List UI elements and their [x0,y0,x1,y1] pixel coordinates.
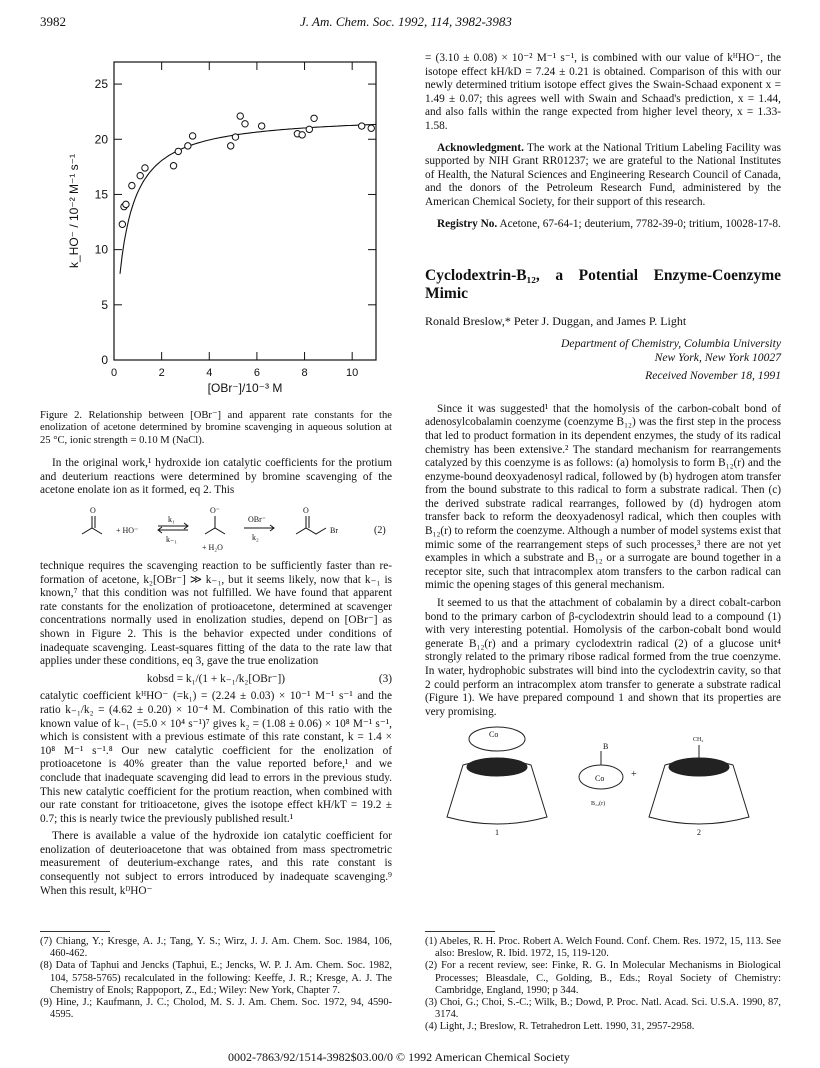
data-point [175,148,181,154]
x-tick-label: 4 [206,367,213,379]
acknowledgment-text: The work at the National Tritium Labeling Facility was supported by NIH Grant RR01237; we are grateful to the National Institutes of Health, the Natural Sciences and Engineering Research Council of Canada, and the donors of the Petroleum Research Fund, administered by the American Chemical Society, for their support of this research. [425,141,781,208]
scheme-k1: k₁ [168,515,175,524]
scheme-hydroxide: + HO⁻ [116,526,139,535]
footnote-1: (1) Abeles, R. H. Proc. Robert A. Welch Found. Conf. Chem. Res. 1972, 15, 113. See also: Breslow, R. Ibid. 1972, 15, 119-120. [425,936,781,960]
y-tick-label: 20 [94,132,108,147]
data-point [185,143,191,149]
department: Department of Chemistry, Columbia University [561,336,781,350]
x-tick-label: 0 [110,367,118,379]
scheme-obr: OBr⁻ [248,515,266,524]
data-point [242,121,248,127]
right-column [425,52,781,837]
scheme-number: (2) [374,525,386,536]
registry-label: Registry No. [437,217,498,230]
footnote-4: (4) Light, J.; Breslow, R. Tetrahedron Lett. 1990, 31, 2957-2958. [425,1021,695,1033]
data-point [232,134,238,140]
city: New York, New York 10027 [654,350,781,364]
acknowledgment [425,142,781,210]
footnote-3: (3) Choi, G.; Choi, S.-C.; Wilk, B.; Dowd, P. Proc. Natl. Acad. Sci. U.S.A. 1990, 87, 3174. [425,997,781,1021]
data-point [228,143,234,149]
y-tick-label: 15 [94,187,108,202]
x-tick-label: 6 [253,367,260,379]
x-axis-label: [OBr⁻]/10⁻³ M [207,381,283,395]
scheme-water: + H₂O [202,543,223,552]
footnote-7: (7) Chiang, Y.; Kresge, A. J.; Tang, Y. S.; Wirz, J. J. Am. Chem. Soc. 1984, 106, 460-462. [40,936,392,960]
registry-text: Acetone, 67-64-1; deuterium, 7782-39-0; tritium, 10028-17-8. [497,217,781,230]
data-point [119,221,125,227]
data-point [368,125,374,131]
x-tick-label: 2 [158,367,165,379]
footnotes-left [40,936,392,1021]
data-point [258,123,264,129]
cyclodextrin-scheme [425,725,781,837]
data-point [189,133,195,139]
footnote-rule-left [40,931,110,932]
scheme-plus: + [631,769,637,781]
received-date: Received November 18, 1991 [645,368,781,382]
compound-1-label: 1 [495,828,499,838]
data-point [299,132,305,138]
y-tick-label: 0 [101,353,108,367]
footnote-2: (2) For a recent review, see: Finke, R. G. In Molecular Mechanisms in Biological Processes; Bleasdale, C., Golding, B., Eds.; Royal Society of Chemistry: Cambridge, England, 1990; p 344. [425,960,781,996]
journal-header: J. Am. Chem. Soc. 1992, 114, 3982-3983 [300,14,512,29]
compound-2-label: 2 [697,828,701,838]
paragraph: technique requires the scavenging reaction to be sufficiently faster than re-formation of acetone, k₂[OBr⁻] ≫ k₋₁, but it seems likely, now that k₋₁ is known,⁷ that this condition was not fulfilled. We have found that apparent rate constants for the enolization of protioacetone, determined at scavenger concentrations normally used in enolization studies, depend on [OBr⁻] as shown in Figure 2. This is the behavior expected under conditions of inadequate scavenging. Least-squares fitting of the data to the rate law that applies under these conditions, eq 3, gave the true enolization [40,560,392,668]
equation-3-number: (3) [378,672,392,685]
footnote-8: (8) Data of Taphui and Jencks (Taphui, E.; Jencks, W. P. J. Am. Chem. Soc. 1982, 104, 5758-5765) recalculated in the following: Keeffe, J. R.; Kresge, A. J. The Chemistry of Enols; Rappoport, Z., Ed.; Wiley: New York, Chapter 7. [40,960,392,996]
data-point [306,126,312,132]
scheme-co-1: Co [489,730,499,740]
y-tick-label: 5 [101,297,108,312]
paragraph: catalytic coefficient kᴴHO⁻ (=k₁) = (2.24 ± 0.03) × 10⁻¹ M⁻¹ s⁻¹ and the ratio k₋₁/k₂ = (4.62 ± 0.20) × 10⁻⁴ M. Combination of this ratio with the known value of k₋₁ (=5.0 × 10⁴ s⁻¹)⁷ gives k₂ = (1.08 ± 0.06) × 10⁸ M⁻¹ s⁻¹, which is consistent with a previous estimate of this rate constant, k = 1.4 × 10⁸ M⁻¹ s⁻¹.⁸ Our new catalytic coefficient for the enolization of protioacetone is 40% greater than the value reported before,¹ and we conclude that inadequate scavenging did lead to errors in the previous study. This new catalytic coefficient for the protium reaction, when combined with our rate constant for tritioacetone, gives the isotope effect kH/kT = 19.2 ± 0.7; this is nearly twice the previously published result.¹ [40,690,392,825]
footer-code: 0002-7863/92/1514-3982$03.00/0 © 1992 American Chemical Society [228,1050,570,1064]
paragraph: There is available a value of the hydroxide ion catalytic coefficient for enolization of deuterioacetone that was obtained from mass spectrometric measurement of deuterium-exchange rates, and this rate constant is consequently not subject to errors introduced by inadequate scavenging.⁹ When this result, kᴰHO⁻ [40,830,392,897]
footnote-rule-right [425,931,495,932]
footnote-9: (9) Hine, J.; Kaufmann, J. C.; Cholod, M. S. J. Am. Chem. Soc. 1972, 94, 4590-4595. [40,997,392,1021]
equation-3-body: kobsd = k₁/(1 + k₋₁/k₂[OBr⁻]) [146,672,286,685]
data-point [170,163,176,169]
figure-caption: Figure 2. Relationship between [OBr⁻] and apparent rate constants for the enolization of acetone determined by bromine scavenging in aqueous solution at 25 °C, ionic strength = 0.10 M (NaCl). [40,410,392,446]
scheme-co: Co [595,774,605,784]
scheme-b12r: B₁₂(r) [591,801,606,808]
scheme-b: B [603,742,609,752]
scheme-o-2: O [303,506,309,515]
y-tick-label: 25 [94,77,108,92]
left-column [40,410,392,902]
data-point [237,113,243,119]
data-point [142,165,148,171]
scheme-ch2: CH₂ [693,737,704,744]
reaction-scheme-2 [40,502,392,556]
paragraph: = (3.10 ± 0.08) × 10⁻² M⁻¹ s⁻¹, is combined with our value of kᴴHO⁻, the isotope effect kH/kD = 7.24 ± 0.21 is obtained. Comparison of this with our newly determined tritium isotope effect gives the Swain-Schaad exponent x = 1.49 ± 0.07; this agrees well with Swain and Schaad's prediction, x = 1.44, and also falls within the range expected from higher level theory, x = 1.33-1.58. [425,52,781,132]
scheme-k2: k₂ [252,533,259,542]
x-tick-label: 8 [301,367,308,379]
paragraph: It seemed to us that the attachment of cobalamin by a direct cobalt-carbon bond to the primary carbon of β-cyclodextrin should lead to a compound (1) with very interesting potential. Homolysis of the carbon-cobalt bond would generate B₁₂(r) and a primary cyclodextrin radical (2) of a glucose unit⁴ strongly related to the primary ribose radical formed from the true coenzyme. In water, hydrophobic substrates will bind into the cyclodextrin cavity, so that 2 could perform an intracomplex atom transfer to generate a substrate radical (Figure 1). We have prepared compound 1 and shown that its properties are very promising. [425,597,781,718]
x-tick-label: 10 [346,367,359,379]
paragraph: In the original work,¹ hydroxide ion catalytic coefficients for the protium and deuterium reactions were determined by bromine scavenging of the acetone enolate ion as it formed, eq 2. This [40,457,392,497]
scheme-o-minus: O⁻ [210,506,220,515]
article-title: Cyclodextrin-B₁₂, a Potential Enzyme-Coenzyme Mimic [425,267,781,303]
data-point [359,123,365,129]
registry [425,218,781,232]
data-point [311,115,317,121]
scheme-o-1: O [90,506,96,515]
page-number: 3982 [40,14,66,29]
fit-curve [120,124,376,273]
data-point [129,182,135,188]
scheme-br: Br [330,526,338,535]
acknowledgment-label: Acknowledgment. [437,141,524,154]
rate-constant-chart [64,48,386,404]
data-point [137,172,143,178]
paragraph: Since it was suggested¹ that the homolysis of the carbon-cobalt bond of adenosylcobalamin coenzyme (coenzyme B₁₂) was the first step in the process that led to product formation in its dependent enzymes, the study of its radical chemistry has been extensive.² The standard mechanism for rearrangements catalyzed by this coenzyme is as follows: (a) homolysis to form B₁₂(r) and the enzyme-bound deoxyadenosyl radical, followed by (b) hydrogen atom transfer from the bound substrate to this radical to form a substrate radical. Then (c) the derived substrate radical rearranges, followed by (d) hydrogen atom transfer back to reform the deoxyadenosyl radical, which then couples with B₁₂(r) to reform the coenzyme. Although a number of model systems exist that mimic some of the rearrangement steps of such processes,³ there are not yet examples in which a substrate and B₁₂ or a surrogate are bound together in a receptor site, such that intracomplex atom transfers to the carbon radical can mimic the opening stages of this general mechanism. [425,402,781,592]
data-point [123,201,129,207]
authors: Ronald Breslow,* Peter J. Duggan, and James P. Light [425,314,687,329]
scheme-k-minus-1: k₋₁ [166,535,178,544]
plot-frame [114,62,376,360]
footnotes-right [425,936,781,1034]
equation-3 [40,673,392,687]
y-axis-label: k_HO⁻ / 10⁻² M⁻¹ s⁻¹ [67,153,81,269]
y-tick-label: 10 [94,242,108,257]
